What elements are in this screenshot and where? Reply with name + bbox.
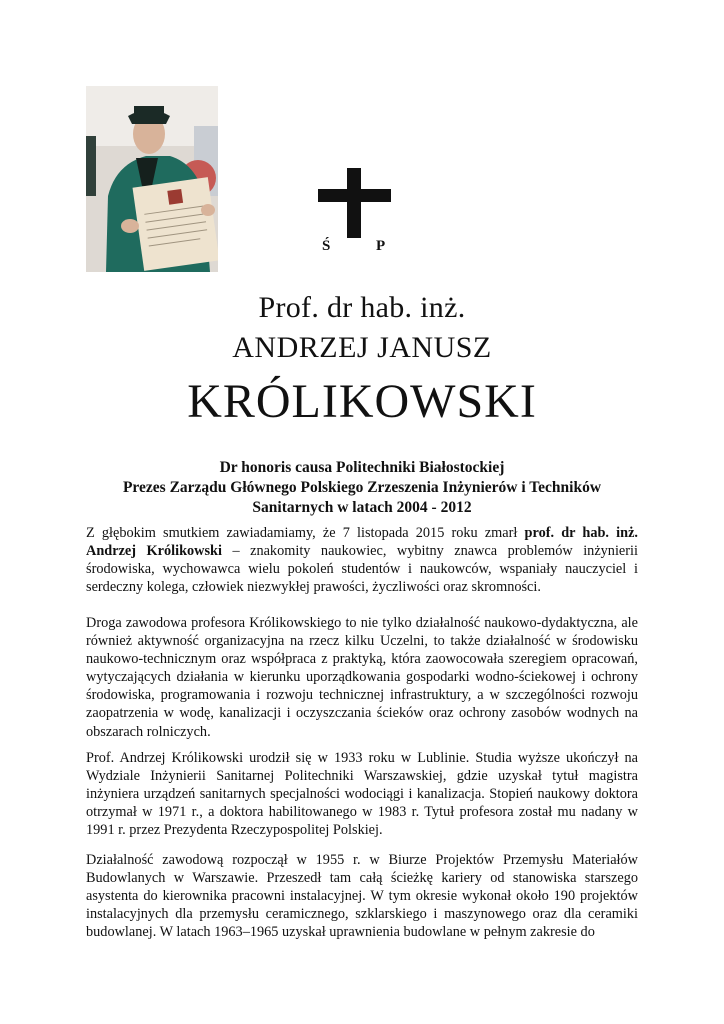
academic-title: Prof. dr hab. inż. [258,291,466,324]
paragraph-announcement [86,524,638,596]
paragraph-professional-work: Działalność zawodową rozpoczął w 1955 r. w Biurze Projektów Przemysłu Materiałów Budowlanych w Warszawie. Przeszedł tam całą ścieżkę kariery od stanowiska starszego asystenta do kierownika pracowni instalacyjnej. W tym okresie wykonał około 190 projektów instalacyjnych dla przemysłu ceramicznego, szklarskiego i maszynowego oraz dla ceramiki budowlanej. W latach 1963–1965 uzyskał uprawnienia budowlane w pełnym zakresie do [86,852,638,941]
first-names: ANDRZEJ JANUSZ [232,331,492,364]
mourning-cross [318,168,398,260]
paragraph-1-name: prof. dr hab. inż. Andrzej Królikowski [86,525,638,560]
subtitle-line-2: Prezes Zarządu Głównego Polskiego Zrzeszenia Inżynierów i Techników [122,479,602,496]
name-heading [0,290,724,430]
cross-icon-vertical [347,168,361,238]
paragraph-1-intro: Z głębokim smutkiem zawiadamiamy, że 7 listopada 2015 roku zmarł [86,525,525,541]
cross-letter-left: Ś [322,238,331,254]
subtitle-line-1: Dr honoris causa Politechniki Białostockiej [219,459,505,476]
paragraph-1-rest: – znakomity naukowiec, wybitny znawca problemów inżynierii środowiska, wychowawca wielu pokoleń studentów i naukowców, wspaniały nauczyciel i serdeczny kolega, człowiek niezwykłej prawości, życzliwości oraz skromności. [86,543,638,596]
portrait-photo [86,86,218,272]
cross-icon-horizontal [318,189,391,202]
honors-subtitle [60,458,664,518]
subtitle-line-3: Sanitarnych w latach 2004 - 2012 [252,499,472,516]
surname: KRÓLIKOWSKI [187,375,537,428]
paragraph-biography: Prof. Andrzej Królikowski urodził się w 1933 roku w Lublinie. Studia wyższe ukończył na Wydziale Inżynierii Sanitarnej Politechniki Warszawskiej, gdzie uzyskał tytuł magistra inżyniera urządzeń sanitarnych specjalności wodociągi i kanalizacja. Stopień naukowy doktora otrzymał w 1971 r., a doktora habilitowanego w 1983 r. Tytuł profesora został mu nadany w 1991 r. przez Prezydenta Rzeczypospolitej Polskiej. [86,750,638,839]
cross-letter-right: P [376,238,386,254]
paragraph-career: Droga zawodowa profesora Królikowskiego to nie tylko działalność naukowo-dydaktyczna, ale również aktywność organizacyjna na rzecz kilku Uczelni, to także działalność w środowisku naukowo-technicznym oraz współpraca z praktyką, która zaowocowała szeregiem opracowań, wytyczających działania w kierunku uporządkowania gospodarki wodno-ściekowej i ochrony środowiska, programowania i rozwoju technicznej infrastruktury, a w szczególności rozwoju zaopatrzenia w wodę, kanalizacji i oczyszczania ścieków oraz ochrony zasobów wodnych na obszarach rolniczych. [86,615,638,740]
